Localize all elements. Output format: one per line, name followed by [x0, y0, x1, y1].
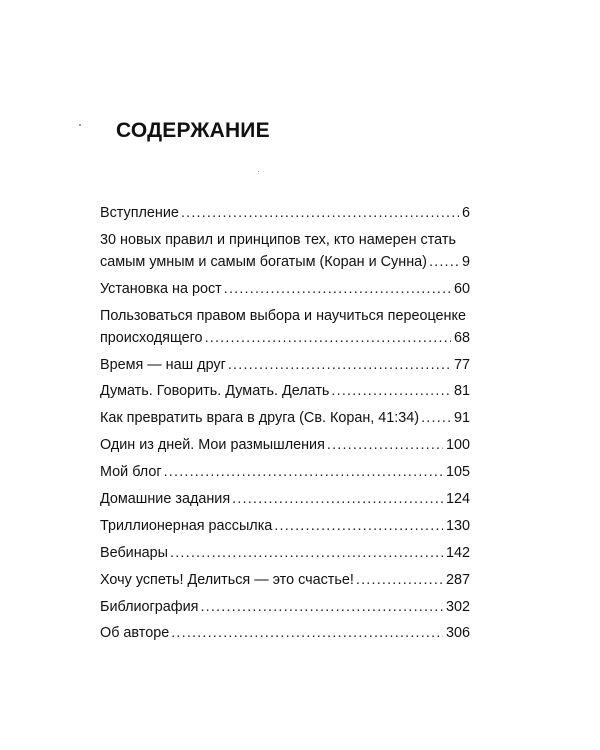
- toc-entry-title: Думать. Говорить. Думать. Делать: [100, 383, 330, 400]
- toc-row: [100, 327, 470, 349]
- toc-row: [100, 461, 470, 483]
- toc-row: [100, 515, 470, 537]
- toc-entry-trillionaire-mailing: [100, 515, 470, 537]
- toc-page-number: 9: [461, 253, 470, 270]
- toc-row: [100, 380, 470, 402]
- toc-entry-growth-mindset: [100, 278, 470, 300]
- toc-page-number: 100: [445, 437, 470, 454]
- toc-page-number: 91: [453, 410, 470, 427]
- toc-entry-title: Библиография: [100, 598, 199, 615]
- dot-leader: [331, 380, 451, 402]
- toc-page-number: 68: [453, 329, 470, 346]
- toc-row: [100, 596, 470, 618]
- toc-row: [100, 251, 470, 273]
- toc-entry-30-rules: [100, 229, 470, 273]
- toc-row: [100, 569, 470, 591]
- toc-entry-my-blog: [100, 461, 470, 483]
- toc-row: [100, 278, 470, 300]
- toc-entry-title: Домашние задания: [100, 491, 231, 508]
- toc-row: [100, 407, 470, 429]
- toc-entry-enemy-to-friend: [100, 407, 470, 429]
- dot-leader: [200, 596, 443, 618]
- toc-page-number: 105: [445, 464, 470, 481]
- toc-row: [100, 542, 470, 564]
- toc-page-number: 142: [445, 544, 470, 561]
- toc-entry-think-speak-do: [100, 380, 470, 402]
- toc-row: [100, 202, 470, 224]
- toc-entry-introduction: [100, 202, 470, 224]
- dot-leader: [205, 327, 451, 349]
- toc-page-number: 302: [445, 598, 470, 615]
- toc-entry-title: происходящего: [100, 329, 203, 346]
- toc-entry-title: Один из дней. Мои размышления: [100, 437, 325, 454]
- dot-leader: [228, 354, 451, 376]
- toc-entry-title: Мой блог: [100, 464, 162, 481]
- toc-row: [100, 488, 470, 510]
- print-speck: [258, 171, 259, 172]
- toc-row: [100, 622, 470, 644]
- dot-leader: [274, 515, 443, 537]
- toc-page-number: 60: [453, 280, 470, 297]
- toc-entry-title: Триллионерная рассылка: [100, 517, 273, 534]
- toc-page-number: 6: [461, 205, 470, 221]
- dot-leader: [356, 569, 443, 591]
- toc-entry-about-author: [100, 622, 470, 644]
- toc-entry-time-our-friend: [100, 354, 470, 376]
- dot-leader: [421, 407, 451, 429]
- toc-page-number: 81: [453, 383, 470, 400]
- toc-entry-homework: [100, 488, 470, 510]
- toc-entry-title: самым умным и самым богатым (Коран и Сунна): [100, 253, 427, 270]
- dot-leader: [327, 434, 443, 456]
- dot-leader: [164, 461, 443, 483]
- toc-page-number: 130: [445, 517, 470, 534]
- toc-entry-title: Установка на рост: [100, 280, 222, 297]
- table-of-contents: [100, 202, 470, 649]
- dot-leader: [232, 488, 443, 510]
- toc-entry-sharing-happiness: [100, 569, 470, 591]
- dot-leader: [170, 542, 443, 564]
- toc-entry-title: Вебинары: [100, 544, 169, 561]
- dot-leader: [171, 622, 443, 644]
- toc-page-number: 306: [445, 625, 470, 642]
- toc-row: [100, 434, 470, 456]
- toc-entry-bibliography: [100, 596, 470, 618]
- toc-entry-title-line: Пользоваться правом выбора и научиться переоценке: [100, 307, 466, 324]
- dot-leader: [181, 202, 459, 224]
- toc-page-number: 124: [445, 491, 470, 508]
- toc-entry-title: Хочу успеть! Делиться — это счастье!: [100, 571, 354, 588]
- toc-entry-webinars: [100, 542, 470, 564]
- page-title: СОДЕРЖАНИЕ: [116, 119, 270, 142]
- toc-entry-title: Время — наш друг: [100, 356, 226, 373]
- toc-entry-title: Вступление: [100, 205, 179, 221]
- toc-entry-title-line: 30 новых правил и принципов тех, кто намерен стать: [100, 231, 456, 248]
- toc-entry-right-of-choice: [100, 305, 470, 349]
- toc-page-number: 77: [453, 356, 470, 373]
- toc-entry-title: Об авторе: [100, 625, 170, 642]
- toc-entry-title: Как превратить врага в друга (Св. Коран, 41:34): [100, 410, 420, 427]
- toc-page-number: 287: [445, 571, 470, 588]
- dot-leader: [224, 278, 451, 300]
- toc-entry-one-of-days: [100, 434, 470, 456]
- print-speck: [79, 124, 81, 126]
- toc-row: [100, 354, 470, 376]
- dot-leader: [429, 251, 459, 273]
